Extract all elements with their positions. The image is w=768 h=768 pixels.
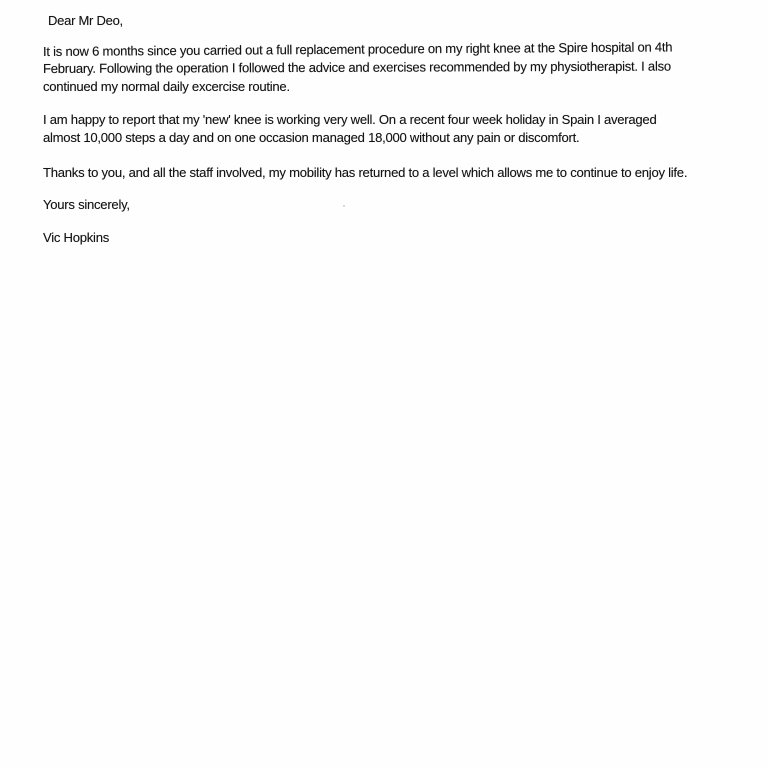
paragraph-2-line-2: almost 10,000 steps a day and on one occasion managed 18,000 without any pain or discomfort. bbox=[43, 130, 580, 145]
paragraph-1-line-3: continued my normal daily excercise routine. bbox=[43, 79, 290, 94]
paragraph-1-line-1: It is now 6 months since you carried out a full replacement procedure on my right knee at the Spire hospital on 4th bbox=[42, 39, 673, 59]
scan-artifact-speck bbox=[343, 205, 345, 207]
letter-salutation: Dear Mr Deo, bbox=[48, 13, 123, 28]
letter-closing: Yours sincerely, bbox=[43, 197, 130, 212]
paragraph-2-line-1: I am happy to report that my 'new' knee is working very well. On a recent four week holiday in Spain I averaged bbox=[43, 112, 657, 127]
paragraph-3-line-1: Thanks to you, and all the staff involved, my mobility has returned to a level which allows me to continue to enjoy life. bbox=[43, 165, 688, 180]
paragraph-1-line-2: February. Following the operation I followed the advice and exercises recommended by my physiotherapist. I also bbox=[42, 58, 671, 76]
letter-signature-name: Vic Hopkins bbox=[43, 230, 110, 245]
